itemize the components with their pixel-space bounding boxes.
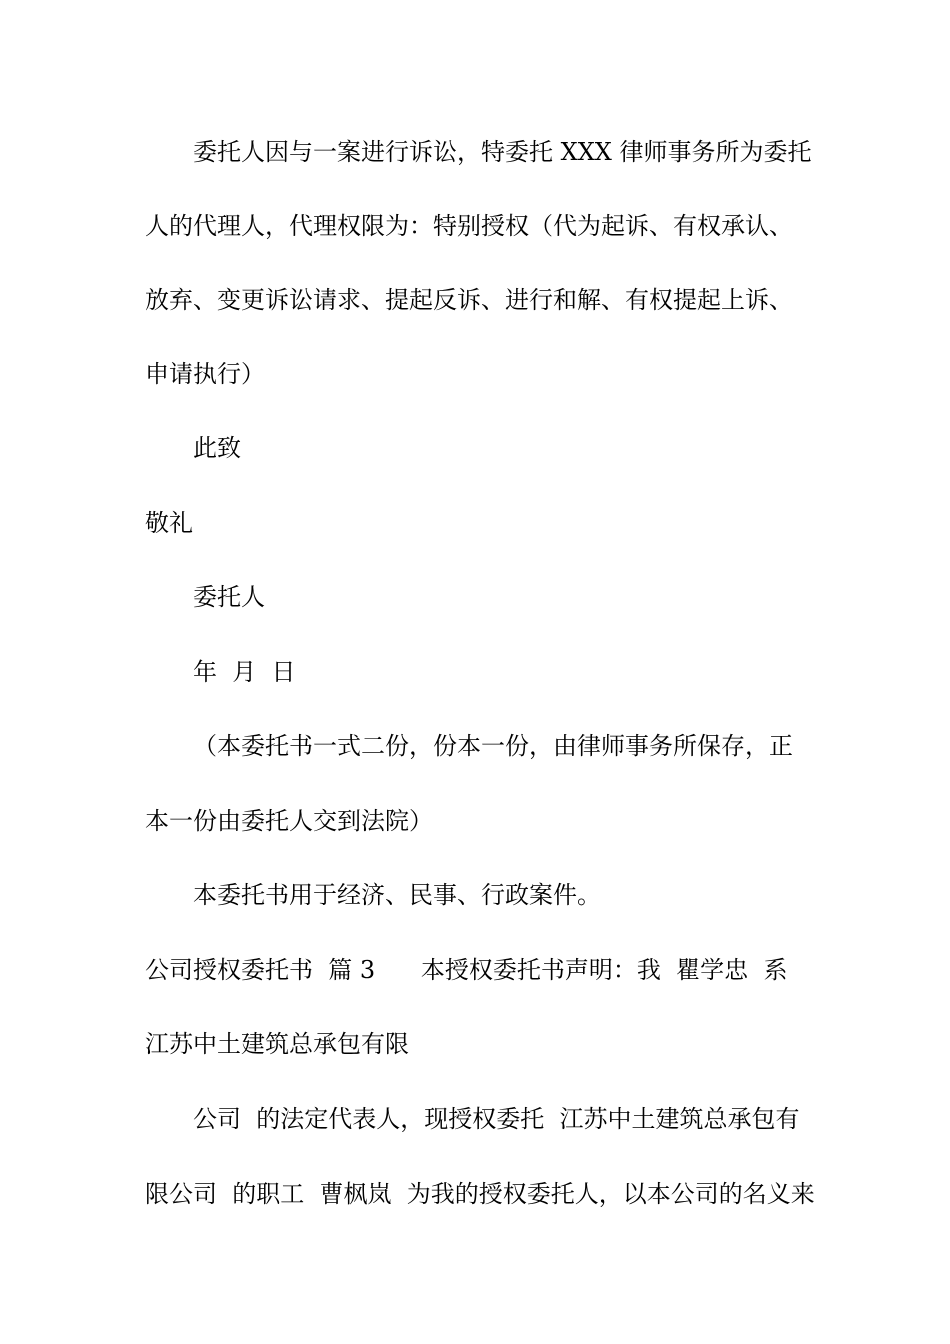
section-heading-line: 公司授权委托书 篇 3 本授权委托书声明：我 瞿学忠 系 [145, 956, 788, 984]
date-line: 年 月 日 [193, 658, 296, 686]
paragraph-line: 限公司 的职工 曹枫岚 为我的授权委托人，以本公司的名义来 [145, 1180, 815, 1208]
signature-label: 委托人 [193, 583, 265, 611]
paragraph-line: 本一份由委托人交到法院） [145, 807, 433, 835]
paragraph-line: 委托人因与一案进行诉讼，特委托 XXX 律师事务所为委托 [193, 138, 812, 166]
paragraph-line: （本委托书一式二份，份本一份，由律师事务所保存，正 [193, 732, 793, 760]
salutation-line: 敬礼 [145, 509, 193, 537]
paragraph-line: 人的代理人，代理权限为：特别授权（代为起诉、有权承认、 [145, 212, 793, 240]
paragraph-line: 本委托书用于经济、民事、行政案件。 [193, 881, 601, 909]
paragraph-line: 公司 的法定代表人，现授权委托 江苏中土建筑总承包有 [193, 1105, 800, 1133]
paragraph-line: 江苏中土建筑总承包有限 [145, 1030, 409, 1058]
salutation-line: 此致 [193, 434, 241, 462]
paragraph-line: 申请执行） [145, 360, 265, 388]
paragraph-line: 放弃、变更诉讼请求、提起反诉、进行和解、有权提起上诉、 [145, 286, 793, 314]
